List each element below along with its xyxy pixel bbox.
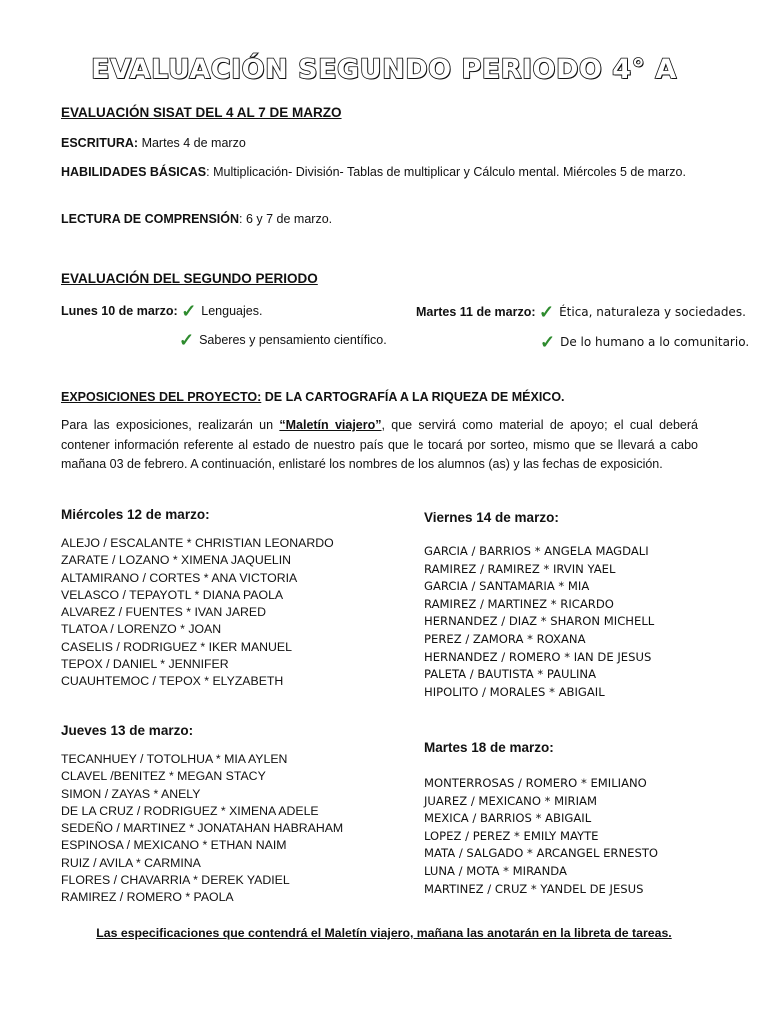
habilidades-label: HABILIDADES BÁSICAS [61, 165, 207, 179]
check-icon: ✓ [540, 332, 556, 352]
list-item: HERNANDEZ / ROMERO * IAN DE JESUS [424, 649, 652, 664]
miercoles-heading: Miércoles 12 de marzo: [61, 507, 210, 522]
list-item: TECANHUEY / TOTOLHUA * MIA AYLEN [61, 752, 288, 766]
martes-18-heading: Martes 18 de marzo: [424, 740, 554, 755]
martes-item-etica: Ética, naturaleza y sociedades. [559, 305, 746, 319]
lunes-item-saberes: Saberes y pensamiento científico. [199, 333, 387, 347]
list-item: ZARATE / LOZANO * XIMENA JAQUELIN [61, 553, 292, 568]
habilidades-line [61, 163, 701, 182]
list-item: GARCIA / SANTAMARIA * MIA [424, 579, 590, 594]
list-item: PEREZ / ZAMORA * ROXANA [424, 631, 586, 646]
viernes-list [424, 543, 654, 701]
lunes-schedule [61, 301, 262, 322]
list-item: ALEJO / ESCALANTE * CHRISTIAN LEONARDO [61, 536, 334, 550]
list-item: DE LA CRUZ / RODRIGUEZ * XIMENA ADELE [61, 803, 319, 818]
list-item: GARCIA / BARRIOS * ANGELA MAGDALI [424, 544, 649, 558]
list-item: RAMIREZ / RAMIREZ * IRVIN YAEL [424, 561, 616, 576]
maletin-highlight: “Maletín viajero” [279, 418, 382, 432]
list-item: LOPEZ / PEREZ * EMILY MAYTE [424, 828, 599, 843]
list-item: MARTINEZ / CRUZ * YANDEL DE JESUS [424, 881, 644, 896]
martes-11-label: Martes 11 de marzo: [416, 305, 536, 319]
page-title: EVALUACIÓN SEGUNDO PERIODO 4° A [91, 54, 677, 85]
list-item: CUAUHTEMOC / TEPOX * ELYZABETH [61, 674, 284, 689]
list-item: SEDEÑO / MARTINEZ * JONATAHAN HABRAHAM [61, 821, 344, 836]
proyecto-intro [61, 416, 698, 475]
habilidades-value: : Multiplicación- División- Tablas de multiplicar y Cálculo mental. Miércoles 5 de marzo. [206, 165, 686, 179]
list-item: SIMON / ZAYAS * ANELY [61, 786, 201, 801]
escritura-value: Martes 4 de marzo [138, 136, 246, 150]
intro-part1: Para las exposiciones, realizarán un [61, 418, 280, 432]
list-item: TEPOX / DANIEL * JENNIFER [61, 657, 229, 672]
check-icon: ✓ [181, 301, 197, 321]
list-item: PALETA / BAUTISTA * PAULINA [424, 667, 597, 682]
lectura-line [61, 210, 332, 229]
intro-part2: , que servirá como material de apoyo; el cual deberá contener información referente al estado de nuestro país que le tocará por sorteo, mismo que se llevará a cabo mañana 03 de febrero. A continuación, enlistaré los nombres de los alumnos (as) y las fechas de exposición. [61, 418, 698, 471]
jueves-heading: Jueves 13 de marzo: [61, 723, 194, 738]
proyecto-heading [61, 390, 565, 404]
list-item: CASELIS / RODRIGUEZ * IKER MANUEL [61, 639, 292, 654]
escritura-line [61, 134, 246, 153]
list-item: JUAREZ / MEXICANO * MIRIAM [424, 793, 597, 808]
list-item: TLATOA / LORENZO * JOAN [61, 622, 222, 637]
viernes-heading: Viernes 14 de marzo: [424, 510, 559, 525]
lectura-label: LECTURA DE COMPRENSIÓN [61, 212, 240, 226]
check-icon: ✓ [538, 302, 555, 322]
list-item: MONTERROSAS / ROMERO * EMILIANO [424, 776, 647, 790]
jueves-list [61, 751, 343, 907]
list-item: HIPOLITO / MORALES * ABIGAIL [424, 684, 605, 699]
list-item: HERNANDEZ / DIAZ * SHARON MICHELL [424, 614, 655, 629]
proyecto-heading-value: DE LA CARTOGRAFÍA A LA RIQUEZA DE MÉXICO. [261, 390, 565, 404]
martes-item-humano: De lo humano a lo comunitario. [560, 335, 750, 349]
check-icon: ✓ [179, 330, 195, 350]
list-item: FLORES / CHAVARRIA * DEREK YADIEL [61, 873, 290, 888]
list-item: RUIZ / AVILA * CARMINA [61, 855, 201, 870]
martes-11-schedule-2 [540, 332, 749, 353]
list-item: ALTAMIRANO / CORTES * ANA VICTORIA [61, 570, 298, 585]
lectura-value: : 6 y 7 de marzo. [239, 212, 333, 226]
lunes-label: Lunes 10 de marzo: [61, 304, 178, 318]
sisat-heading: EVALUACIÓN SISAT DEL 4 AL 7 DE MARZO [61, 105, 342, 120]
list-item: CLAVEL /BENITEZ * MEGAN STACY [61, 769, 266, 784]
list-item: ESPINOSA / MEXICANO * ETHAN NAIM [61, 838, 287, 853]
lunes-item-lenguajes: Lenguajes. [201, 304, 263, 318]
miercoles-list [61, 535, 334, 691]
martes-18-list [424, 775, 658, 898]
list-item: RAMIREZ / MARTINEZ * RICARDO [424, 596, 614, 611]
footer-note: Las especificaciones que contendrá el Maletín viajero, mañana las anotarán en la libreta de tareas. [96, 926, 672, 940]
proyecto-heading-label: EXPOSICIONES DEL PROYECTO: [61, 390, 262, 404]
martes-11-schedule [416, 302, 746, 323]
list-item: MEXICA / BARRIOS * ABIGAIL [424, 811, 592, 826]
list-item: VELASCO / TEPAYOTL * DIANA PAOLA [61, 587, 284, 602]
escritura-label: ESCRITURA: [61, 136, 139, 150]
list-item: RAMIREZ / ROMERO * PAOLA [61, 890, 234, 905]
list-item: LUNA / MOTA * MIRANDA [424, 863, 567, 878]
segundo-periodo-heading: EVALUACIÓN DEL SEGUNDO PERIODO [61, 271, 318, 286]
lunes-schedule-2 [179, 330, 387, 351]
list-item: ALVAREZ / FUENTES * IVAN JARED [61, 605, 266, 620]
list-item: MATA / SALGADO * ARCANGEL ERNESTO [424, 846, 659, 861]
